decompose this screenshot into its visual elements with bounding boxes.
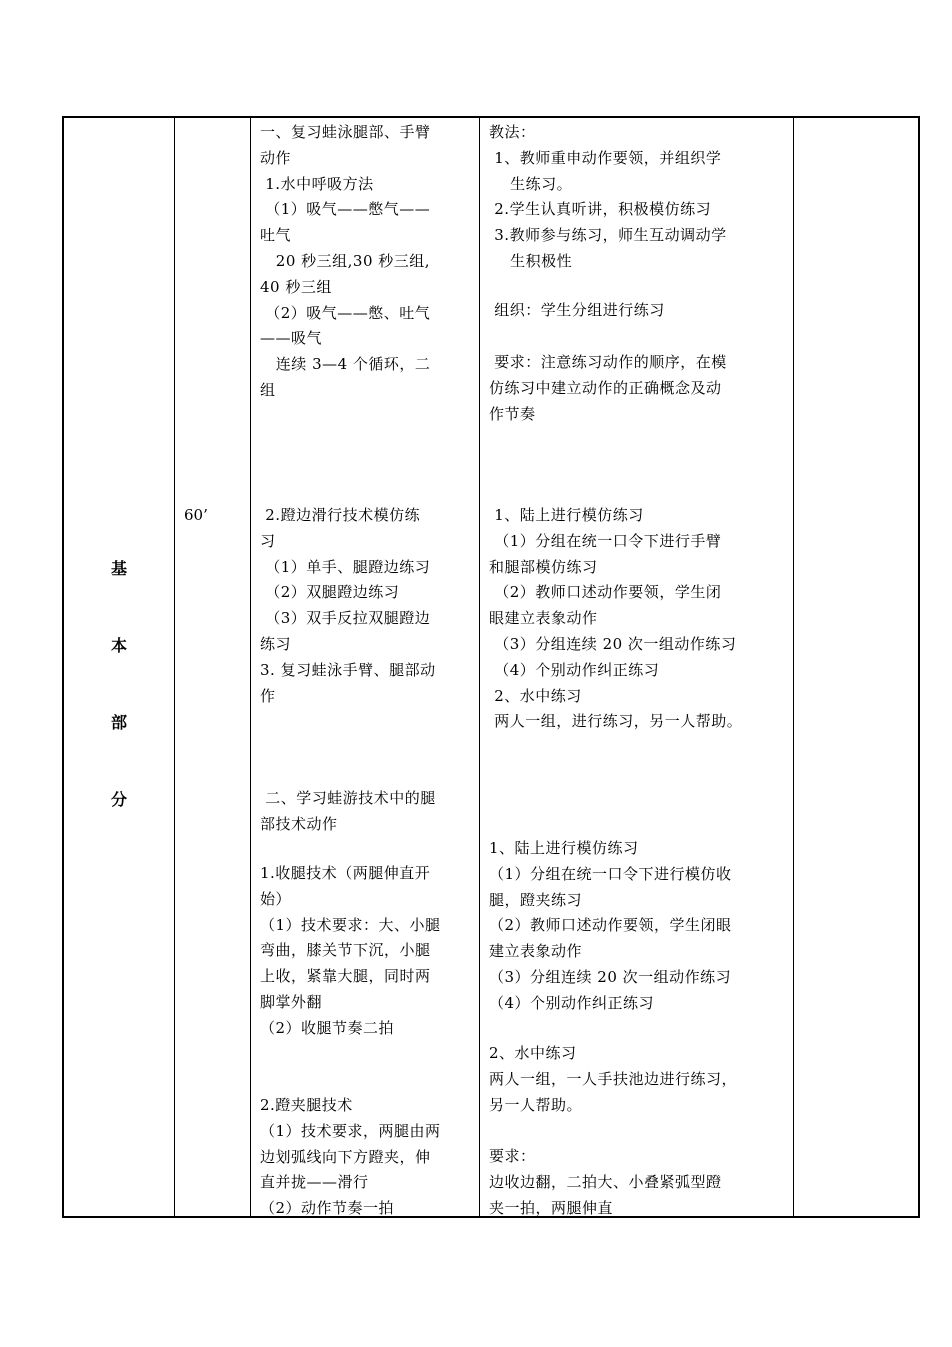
text-line: （1）技术要求，两腿由两	[260, 1121, 441, 1140]
text-line: （1）分组在统一口令下进行模仿收	[489, 864, 732, 883]
text-line: 吐气	[260, 226, 292, 245]
text-line: 直并拢——滑行	[260, 1173, 369, 1192]
text-line: 两人一组，进行练习，另一人帮助。	[489, 712, 743, 731]
text-line: 3. 复习蛙泳手臂、腿部动	[260, 660, 436, 679]
text-line: 仿练习中建立动作的正确概念及动	[489, 378, 722, 397]
column-divider	[174, 118, 175, 1216]
section-char: 部	[110, 713, 127, 732]
text-line: 1、教师重申动作要领，并组织学	[489, 148, 722, 167]
text-line: （3）分组连续 20 次一组动作练习	[489, 967, 732, 986]
time-cell: 60’	[184, 506, 208, 524]
text-line: 1.水中呼吸方法	[260, 174, 374, 193]
text-line: 动作	[260, 148, 292, 167]
text-line: （1）单手、腿蹬边练习	[260, 557, 431, 576]
text-line: 2.学生认真听讲，积极模仿练习	[489, 200, 712, 219]
method-block-teaching	[489, 120, 789, 275]
column-divider	[793, 118, 794, 1216]
text-line: ——吸气	[260, 329, 323, 348]
text-line: 一、复习蛙泳腿部、手臂	[260, 123, 431, 141]
section-char: 分	[110, 790, 127, 809]
method-block-land-practice	[489, 836, 789, 1017]
text-line: 眼建立表象动作	[489, 609, 598, 628]
text-line: 组	[260, 380, 276, 399]
method-block-organization	[489, 298, 789, 324]
text-line: 要求：注意练习动作的顺序，在模	[489, 353, 727, 371]
text-line: 部技术动作	[260, 814, 338, 833]
text-line: 20 秒三组,30 秒三组,	[260, 251, 431, 270]
text-line: 1、陆上进行模仿练习	[489, 506, 644, 524]
text-line: 腿，蹬夹练习	[489, 890, 583, 909]
text-line: 练习	[260, 634, 292, 653]
text-line: （2）吸气——憋、吐气	[260, 303, 431, 322]
text-line: 1、陆上进行模仿练习	[489, 839, 639, 857]
content-block-review	[260, 120, 475, 404]
content-block-recovery	[260, 861, 475, 1042]
column-divider	[250, 118, 251, 1216]
method-block-kick-requirements	[489, 1144, 789, 1221]
text-line: 建立表象动作	[489, 942, 583, 961]
text-line: 边划弧线向下方蹬夹，伸	[260, 1147, 431, 1166]
text-line: 始）	[260, 889, 292, 908]
text-line: 上收，紧靠大腿，同时两	[260, 967, 431, 986]
text-line: 另一人帮助。	[489, 1095, 583, 1114]
text-line: （3）双手反拉双腿蹬边	[260, 609, 431, 628]
text-line: （2）动作节奏一拍	[260, 1199, 395, 1218]
text-line: （2）教师口述动作要领，学生闭	[489, 583, 722, 602]
column-divider	[479, 118, 480, 1216]
text-line: 两人一组，一人手扶池边进行练习，	[489, 1069, 738, 1088]
text-line: 连续 3—4 个循环，二	[260, 355, 431, 374]
text-line: 2.蹬夹腿技术	[260, 1096, 353, 1114]
text-line: 作	[260, 686, 276, 705]
text-line: 边收边翻，二拍大、小叠紧弧型蹬	[489, 1172, 722, 1191]
text-line: 1.收腿技术（两腿伸直开	[260, 864, 431, 882]
text-line: 3.教师参与练习，师生互动调动学	[489, 226, 727, 245]
text-line: 组织：学生分组进行练习	[489, 301, 665, 319]
text-line: （4）个别动作纠正练习	[489, 660, 660, 679]
lesson-plan-table	[62, 116, 920, 1218]
text-line: （1）吸气——憋气——	[260, 200, 431, 219]
text-line: （1）分组在统一口令下进行手臂	[489, 531, 722, 550]
text-line: 和腿部模仿练习	[489, 557, 598, 576]
text-line: 2.蹬边滑行技术模仿练	[260, 506, 421, 524]
content-block-kick-title	[260, 786, 475, 838]
method-block-practice	[489, 503, 789, 735]
method-block-requirements	[489, 350, 789, 427]
text-line: 生练习。	[489, 174, 573, 193]
text-line: （3）分组连续 20 次一组动作练习	[489, 634, 737, 653]
section-char: 基	[110, 559, 127, 578]
section-label-cell	[64, 118, 174, 1216]
text-line: 40 秒三组	[260, 277, 332, 296]
text-line: 2、水中练习	[489, 1044, 577, 1062]
text-line: （1）技术要求：大、小腿	[260, 915, 441, 934]
content-block-kick	[260, 1093, 475, 1222]
text-line: 弯曲，膝关节下沉，小腿	[260, 941, 431, 960]
text-line: （2）收腿节奏二拍	[260, 1018, 395, 1037]
text-line: 作节奏	[489, 404, 536, 423]
text-line: 脚掌外翻	[260, 992, 323, 1011]
text-line: 教法：	[489, 123, 536, 141]
text-line: （4）个别动作纠正练习	[489, 993, 655, 1012]
text-line: 夹一拍，两腿伸直	[489, 1198, 614, 1217]
text-line: 生积极性	[489, 251, 573, 270]
text-line: （2）教师口述动作要领，学生闭眼	[489, 916, 732, 935]
method-block-water-practice	[489, 1041, 789, 1118]
text-line: 要求：	[489, 1147, 536, 1165]
text-line: （2）双腿蹬边练习	[260, 583, 400, 602]
content-block-glide	[260, 503, 475, 709]
section-char: 本	[110, 636, 127, 655]
text-line: 2、水中练习	[489, 686, 582, 705]
text-line: 习	[260, 531, 276, 550]
text-line: 二、学习蛙游技术中的腿	[260, 789, 436, 807]
